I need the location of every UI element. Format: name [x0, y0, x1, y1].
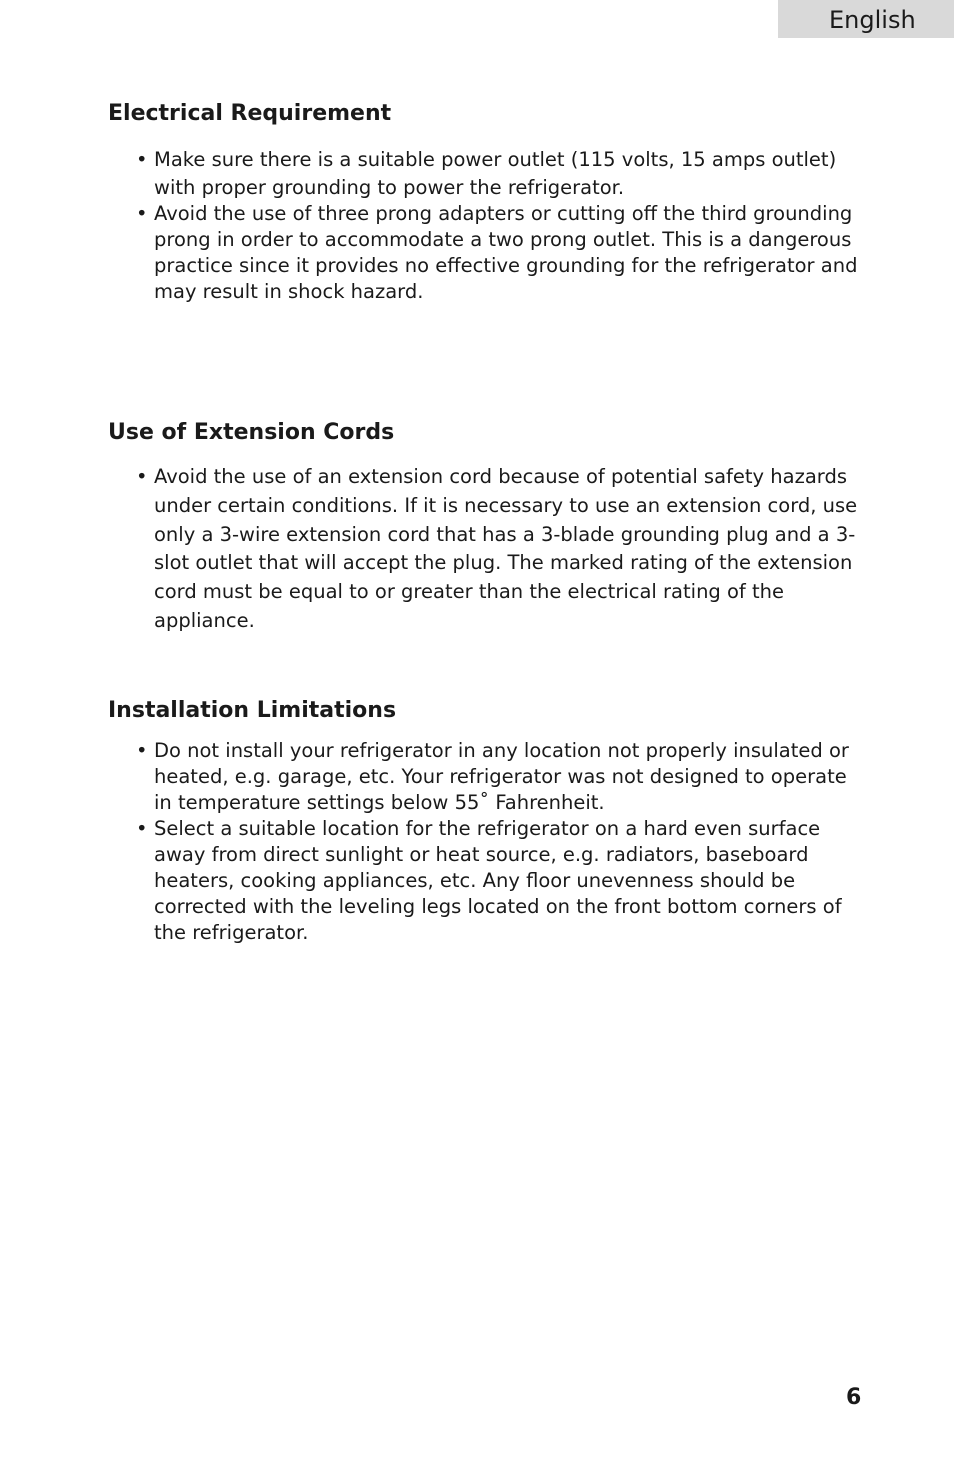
section-title: Installation Limitations: [108, 698, 397, 723]
section-extension-cords: [108, 419, 868, 636]
bullet-list: [108, 738, 868, 946]
list-item-text: • Avoid the use of three prong adapters or cutting off the third grounding prong in order to accommodate a two prong outlet. This is a dangerous practice since it provides no effective grounding for the refrigerator and may result in shock hazard.: [154, 202, 858, 303]
page-number: 6: [846, 1385, 862, 1410]
list-item-text: • Select a suitable location for the refrigerator on a hard even surface away from direct sunlight or heat source, e.g. radiators, baseboard heaters, cooking appliances, etc. Any floor unevenness should be corrected with the leveling legs located on the front bottom corners of the refrigerator.: [154, 817, 842, 944]
section-installation-limitations: [108, 697, 868, 946]
bullet-list: [108, 146, 868, 305]
list-item: [108, 146, 868, 202]
section-electrical-requirement: [108, 100, 868, 305]
list-item-text: • Do not install your refrigerator in any location not properly insulated or heated, e.g. garage, etc. Your refrigerator was not designed to operate in temperature settings below 55˚ Fahrenheit.: [154, 739, 849, 814]
list-item: [108, 816, 868, 946]
language-tab: English: [778, 0, 954, 38]
list-item-text: • Make sure there is a suitable power outlet (115 volts, 15 amps outlet) with proper grounding to power the refrigerator.: [154, 148, 837, 199]
section-title: Use of Extension Cords: [108, 420, 395, 445]
section-title: Electrical Requirement: [108, 101, 392, 126]
list-item: [108, 738, 868, 816]
list-item: [108, 463, 868, 636]
list-item-text: • Avoid the use of an extension cord because of potential safety hazards under certain conditions. If it is necessary to use an extension cord, use only a 3-wire extension cord that has a 3-blade grounding plug and a 3-slot outlet that will accept the plug. The marked rating of the extension cord must be equal to or greater than the electrical rating of the appliance.: [154, 465, 858, 632]
list-item: [108, 201, 868, 305]
bullet-list: [108, 463, 868, 636]
